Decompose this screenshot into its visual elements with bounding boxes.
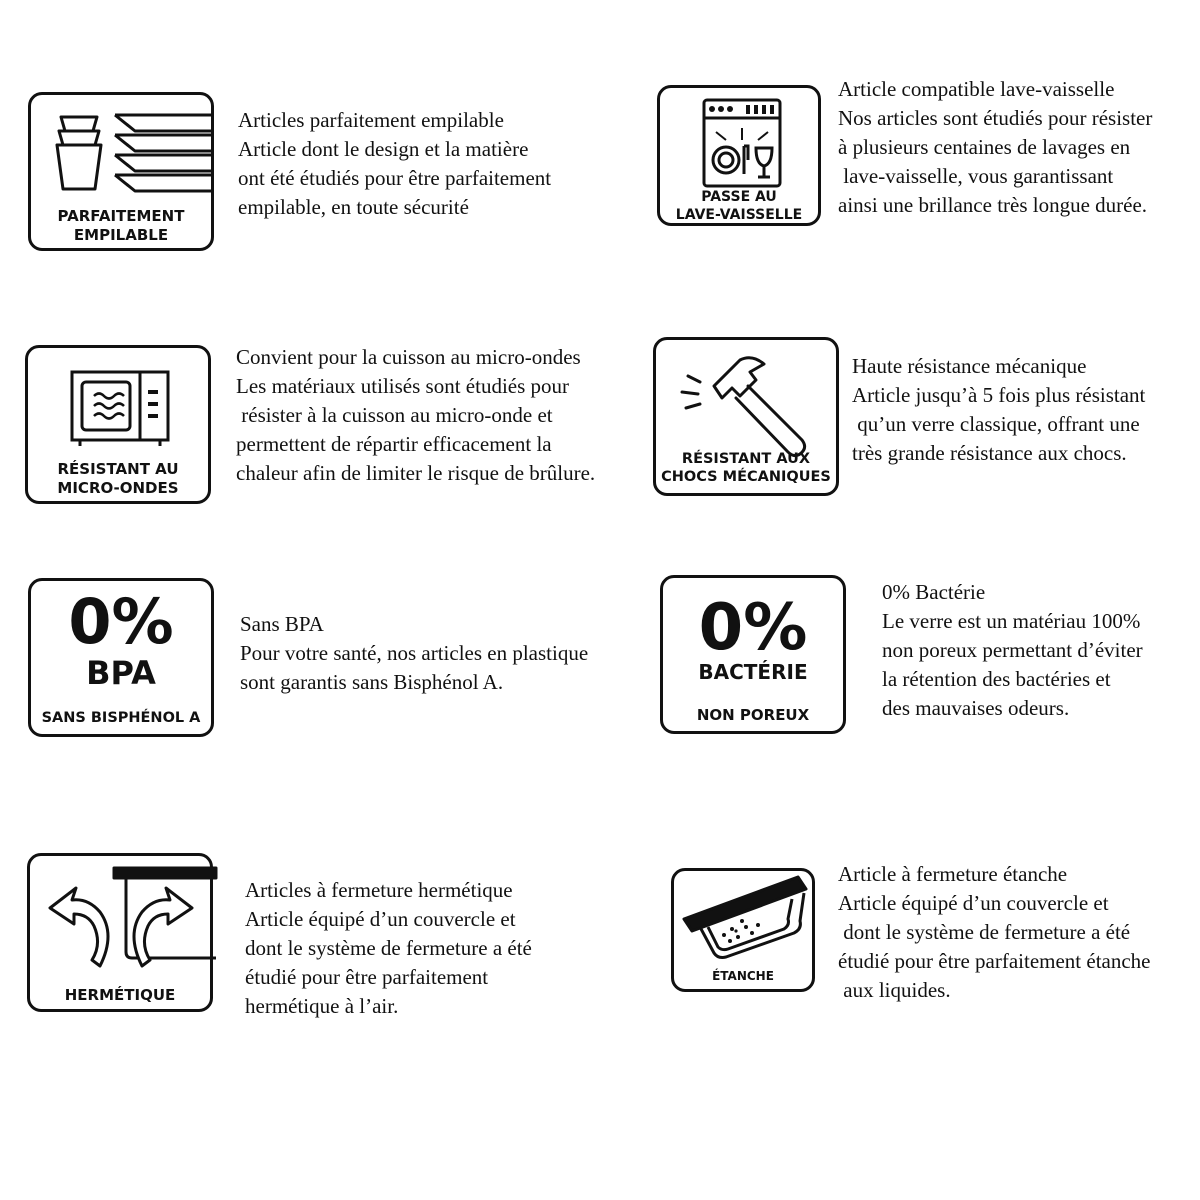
description-line: dont le système de fermeture a été	[245, 936, 532, 960]
description-line: empilable, en toute sécurité	[238, 195, 469, 219]
badge-label-line: RÉSISTANT AUX	[681, 451, 811, 467]
big-percent: 0%	[68, 585, 174, 658]
feature-description-bpa	[240, 610, 588, 697]
badge-label-line: NON POREUX	[696, 706, 810, 724]
description-line: étudié pour être parfaitement	[245, 965, 489, 989]
description-title: Article à fermeture étanche	[838, 862, 1068, 886]
description-line: ont été étudiés pour être parfaitement	[238, 166, 552, 190]
badge-label-line: LAVE-VAISSELLE	[675, 207, 803, 223]
badge-shock	[653, 337, 839, 496]
description-line: Article jusqu’à 5 fois plus résistant	[852, 383, 1146, 407]
description-line: qu’un verre classique, offrant une	[852, 412, 1140, 436]
description-line: Les matériaux utilisés sont étudiés pour	[236, 374, 570, 398]
description-line: hermétique à l’air.	[245, 994, 399, 1018]
badge-dishwasher	[657, 85, 821, 226]
feature-description-shock	[852, 352, 1145, 468]
description-line: lave-vaisselle, vous garantissant	[838, 164, 1114, 188]
badge-bacteria	[660, 575, 846, 734]
description-line: des mauvaises odeurs.	[882, 696, 1070, 720]
badge-watertight	[671, 868, 815, 992]
description-line: Le verre est un matériau 100%	[882, 609, 1141, 633]
description-line: étudié pour être parfaitement étanche	[838, 949, 1151, 973]
badge-label-line: ÉTANCHE	[712, 969, 774, 983]
badge-label-line: HERMÉTIQUE	[64, 986, 176, 1004]
badge-bpa	[28, 578, 214, 737]
description-title: Articles à fermeture hermétique	[245, 878, 513, 902]
badge-label-line: CHOCS MÉCANIQUES	[661, 469, 831, 485]
description-line: très grande résistance aux chocs.	[852, 441, 1127, 465]
big-word: BPA	[86, 654, 156, 692]
feature-description-bacteria	[882, 578, 1143, 723]
description-line: sont garantis sans Bisphénol A.	[240, 670, 504, 694]
big-percent: 0%	[698, 591, 808, 665]
badge-stackable	[28, 92, 214, 251]
description-title: Articles parfaitement empilable	[238, 108, 504, 132]
badge-label-line: SANS BISPHÉNOL A	[41, 710, 201, 726]
badge-label-line: PARFAITEMENT	[57, 207, 185, 225]
big-word: BACTÉRIE	[698, 660, 808, 684]
description-title: Convient pour la cuisson au micro-ondes	[236, 345, 581, 369]
feature-description-stackable	[238, 106, 551, 222]
feature-description-microwave	[236, 343, 595, 488]
badge-label-line: PASSE AU	[701, 189, 777, 205]
description-line: ainsi une brillance très longue durée.	[838, 193, 1148, 217]
badge-hermetic	[27, 853, 213, 1012]
badge-label-line: MICRO-ONDES	[57, 479, 179, 497]
description-line: non poreux permettant d’éviter	[882, 638, 1143, 662]
description-line: Nos articles sont étudiés pour résister	[838, 106, 1153, 130]
description-title: Haute résistance mécanique	[852, 354, 1087, 378]
badge-label-line: RÉSISTANT AU	[57, 460, 179, 478]
description-line: Pour votre santé, nos articles en plastique	[240, 641, 589, 665]
description-line: Article équipé d’un couvercle et	[245, 907, 516, 931]
feature-description-dishwasher	[838, 75, 1152, 220]
description-title: Sans BPA	[240, 612, 324, 636]
description-line: la rétention des bactéries et	[882, 667, 1111, 691]
badge-label-line: EMPILABLE	[73, 226, 169, 244]
description-line: permettent de répartir efficacement la	[236, 432, 552, 456]
description-line: dont le système de fermeture a été	[838, 920, 1131, 944]
description-title: Article compatible lave-vaisselle	[838, 77, 1115, 101]
description-line: résister à la cuisson au micro-onde et	[236, 403, 553, 427]
badge-microwave	[25, 345, 211, 504]
description-line: à plusieurs centaines de lavages en	[838, 135, 1131, 159]
description-title: 0% Bactérie	[882, 580, 986, 604]
description-line: Article équipé d’un couvercle et	[838, 891, 1109, 915]
description-line: aux liquides.	[838, 978, 951, 1002]
description-line: chaleur afin de limiter le risque de brûlure.	[236, 461, 596, 485]
feature-description-watertight	[838, 860, 1151, 1005]
feature-description-hermetic	[245, 876, 532, 1021]
description-line: Article dont le design et la matière	[238, 137, 529, 161]
